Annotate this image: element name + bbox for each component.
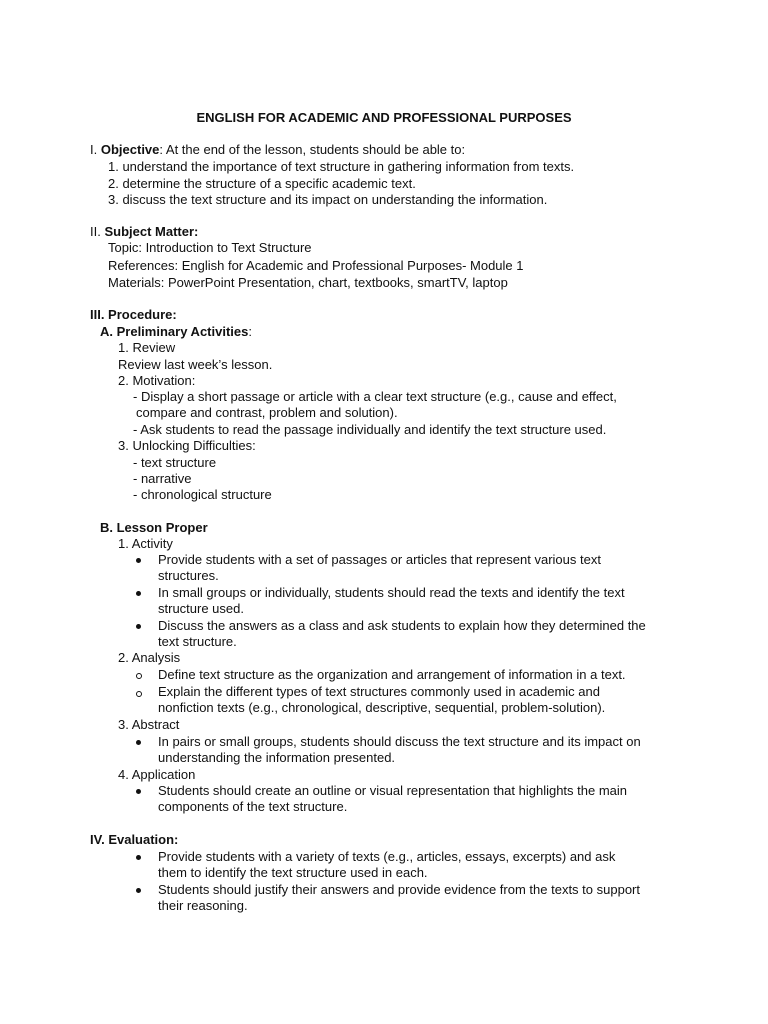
motivation-label: 2. Motivation: xyxy=(118,373,196,388)
lesson-proper-heading: B. Lesson Proper xyxy=(100,520,208,535)
review-text: Review last week’s lesson. xyxy=(118,357,273,372)
bullet-dot-icon xyxy=(136,591,141,596)
objective-item: 3. discuss the text structure and its impact on understanding the information. xyxy=(108,192,548,207)
evaluation-item: Students should justify their answers and provide evidence from the texts to support xyxy=(158,882,640,897)
document-title: ENGLISH FOR ACADEMIC AND PROFESSIONAL PURPOSES xyxy=(196,110,572,125)
analysis-item: Define text structure as the organization and arrangement of information in a text. xyxy=(158,667,626,682)
activity-label: 1. Activity xyxy=(118,536,173,551)
evaluation-item-cont: them to identify the text structure used in each. xyxy=(158,865,428,880)
abstract-label: 3. Abstract xyxy=(118,717,180,732)
objective-line xyxy=(90,142,465,158)
subject-matter-line xyxy=(90,224,198,240)
analysis-label: 2. Analysis xyxy=(118,650,181,665)
activity-item: In small groups or individually, students should read the texts and identify the text xyxy=(158,585,625,600)
objective-item: 1. understand the importance of text structure in gathering information from texts. xyxy=(108,159,575,174)
review-label: 1. Review xyxy=(118,340,176,355)
application-item-cont: components of the text structure. xyxy=(158,799,348,814)
bullet-dot-icon xyxy=(136,740,141,745)
evaluation-item-cont: their reasoning. xyxy=(158,898,248,913)
bullet-dot-icon xyxy=(136,558,141,563)
activity-item: Discuss the answers as a class and ask students to explain how they determined the xyxy=(158,618,646,633)
application-item: Students should create an outline or visual representation that highlights the main xyxy=(158,783,628,798)
objective-intro: : At the end of the lesson, students should be able to: xyxy=(159,142,466,157)
subject-materials: Materials: PowerPoint Presentation, chart, textbooks, smartTV, laptop xyxy=(108,275,508,290)
preliminary-heading: A. Preliminary Activities: xyxy=(100,324,252,339)
analysis-item-cont: nonfiction texts (e.g., chronological, descriptive, sequential, problem-solution). xyxy=(158,700,606,715)
abstract-item: In pairs or small groups, students should discuss the text structure and its impact on xyxy=(158,734,641,749)
bullet-dot-icon xyxy=(136,789,141,794)
subject-topic: Topic: Introduction to Text Structure xyxy=(108,240,312,255)
activity-item-cont: structure used. xyxy=(158,601,244,616)
objective-numeral: I. xyxy=(90,142,98,157)
activity-item-cont: text structure. xyxy=(158,634,237,649)
unlocking-item: - text structure xyxy=(133,455,217,470)
procedure-heading: III. Procedure: xyxy=(90,307,177,322)
subject-matter-numeral: II. xyxy=(90,224,101,239)
motivation-item: - Display a short passage or article with a clear text structure (e.g., cause and effect, xyxy=(133,389,617,404)
abstract-item-cont: understanding the information presented. xyxy=(158,750,396,765)
objective-label: Objective xyxy=(100,142,160,157)
bullet-dot-icon xyxy=(136,624,141,629)
activity-item-cont: structures. xyxy=(158,568,219,583)
unlocking-label: 3. Unlocking Difficulties: xyxy=(118,438,256,453)
subject-matter-label: Subject Matter: xyxy=(104,224,199,239)
subject-references: References: English for Academic and Professional Purposes- Module 1 xyxy=(108,258,524,273)
objective-item: 2. determine the structure of a specific academic text. xyxy=(108,176,416,191)
unlocking-item: - chronological structure xyxy=(133,487,272,502)
unlocking-item: - narrative xyxy=(133,471,192,486)
motivation-item: - Ask students to read the passage individually and identify the text structure used. xyxy=(133,422,607,437)
evaluation-item: Provide students with a variety of texts (e.g., articles, essays, excerpts) and ask xyxy=(158,849,616,864)
activity-item: Provide students with a set of passages or articles that represent various text xyxy=(158,552,601,567)
analysis-item: Explain the different types of text structures commonly used in academic and xyxy=(158,684,600,699)
evaluation-heading: IV. Evaluation: xyxy=(90,832,179,847)
motivation-item-cont: compare and contrast, problem and solution). xyxy=(136,405,398,420)
bullet-dot-icon xyxy=(136,855,141,860)
bullet-ring-icon xyxy=(136,691,142,697)
bullet-dot-icon xyxy=(136,888,141,893)
bullet-ring-icon xyxy=(136,673,142,679)
application-label: 4. Application xyxy=(118,767,196,782)
